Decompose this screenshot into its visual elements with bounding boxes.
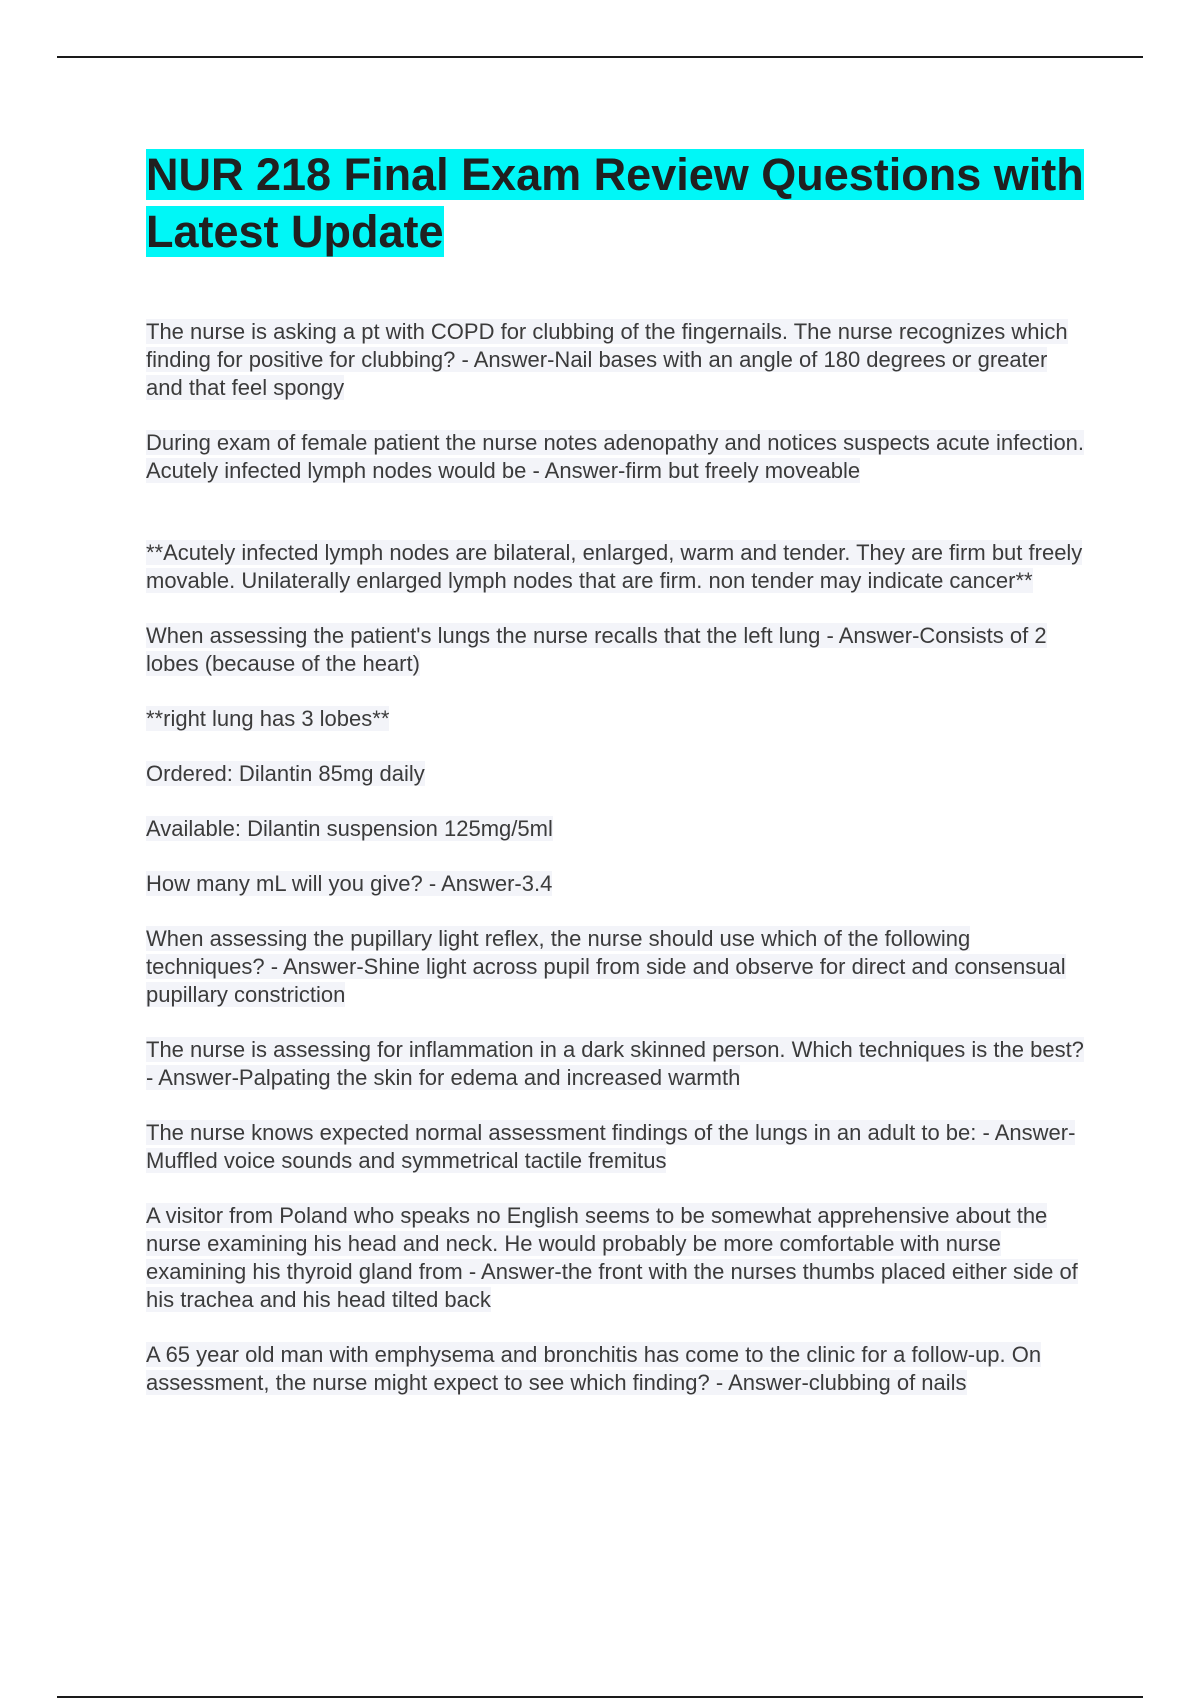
- paragraph-emphysema-question: [146, 1341, 1086, 1397]
- paragraph-text: When assessing the pupillary light reflex, the nurse should use which of the following techniques? - Answer-Shine light across pupil from side and observe for direct and consensual pupillary constriction: [146, 926, 1066, 1007]
- document-title: [146, 146, 1086, 260]
- paragraph-text: A 65 year old man with emphysema and bronchitis has come to the clinic for a follow-up. On assessment, the nurse might expect to see which finding? - Answer-clubbing of nails: [146, 1342, 1042, 1395]
- paragraph-dilantin-ordered: [146, 760, 1086, 788]
- paragraph-dilantin-question: [146, 870, 1086, 898]
- paragraph-right-lung-note: [146, 705, 1086, 733]
- paragraph-text: The nurse is asking a pt with COPD for clubbing of the fingernails. The nurse recognizes which finding for positive for clubbing? - Answer-Nail bases with an angle of 180 degrees or greater and that feel spongy: [146, 319, 1068, 400]
- paragraph-lung-findings-question: [146, 1119, 1086, 1175]
- paragraph-dilantin-available: [146, 815, 1086, 843]
- paragraph-text: The nurse is assessing for inflammation in a dark skinned person. Which techniques is the best? - Answer-Palpating the skin for edema and increased warmth: [146, 1037, 1084, 1090]
- paragraph-lymph-question: [146, 429, 1086, 485]
- paragraph-left-lung-question: [146, 622, 1086, 678]
- paragraph-clubbing-question: [146, 318, 1086, 402]
- paragraph-text: A visitor from Poland who speaks no English seems to be somewhat apprehensive about the nurse examining his head and neck. He would probably be more comfortable with nurse examining his thyroid gland from - Answer-the front with the nurses thumbs placed either side of his trachea and his head tilted back: [146, 1203, 1078, 1312]
- paragraph-text: How many mL will you give? - Answer-3.4: [146, 871, 553, 896]
- paragraph-pupillary-question: [146, 925, 1086, 1009]
- paragraph-text: **Acutely infected lymph nodes are bilateral, enlarged, warm and tender. They are firm but freely movable. Unilaterally enlarged lymph nodes that are firm. non tender may indicate cancer**: [146, 540, 1083, 593]
- paragraph-thyroid-question: [146, 1202, 1086, 1314]
- page-content: [146, 146, 1086, 1424]
- paragraph-text: During exam of female patient the nurse notes adenopathy and notices suspects acute infection. Acutely infected lymph nodes would be - Answer-firm but freely moveable: [146, 430, 1085, 483]
- paragraph-inflammation-question: [146, 1036, 1086, 1092]
- top-rule: [57, 56, 1143, 58]
- paragraph-text: Ordered: Dilantin 85mg daily: [146, 761, 425, 786]
- paragraph-text: When assessing the patient's lungs the nurse recalls that the left lung - Answer-Consists of 2 lobes (because of the heart): [146, 623, 1047, 676]
- paragraph-lymph-note: [146, 539, 1086, 595]
- paragraph-text: The nurse knows expected normal assessment findings of the lungs in an adult to be: - Answer-Muffled voice sounds and symmetrical tactile fremitus: [146, 1120, 1076, 1173]
- paragraph-text: **right lung has 3 lobes**: [146, 706, 390, 731]
- paragraph-text: Available: Dilantin suspension 125mg/5ml: [146, 816, 553, 841]
- bottom-rule: [57, 1696, 1143, 1698]
- document-title-text: NUR 218 Final Exam Review Questions with Latest Update: [146, 149, 1084, 257]
